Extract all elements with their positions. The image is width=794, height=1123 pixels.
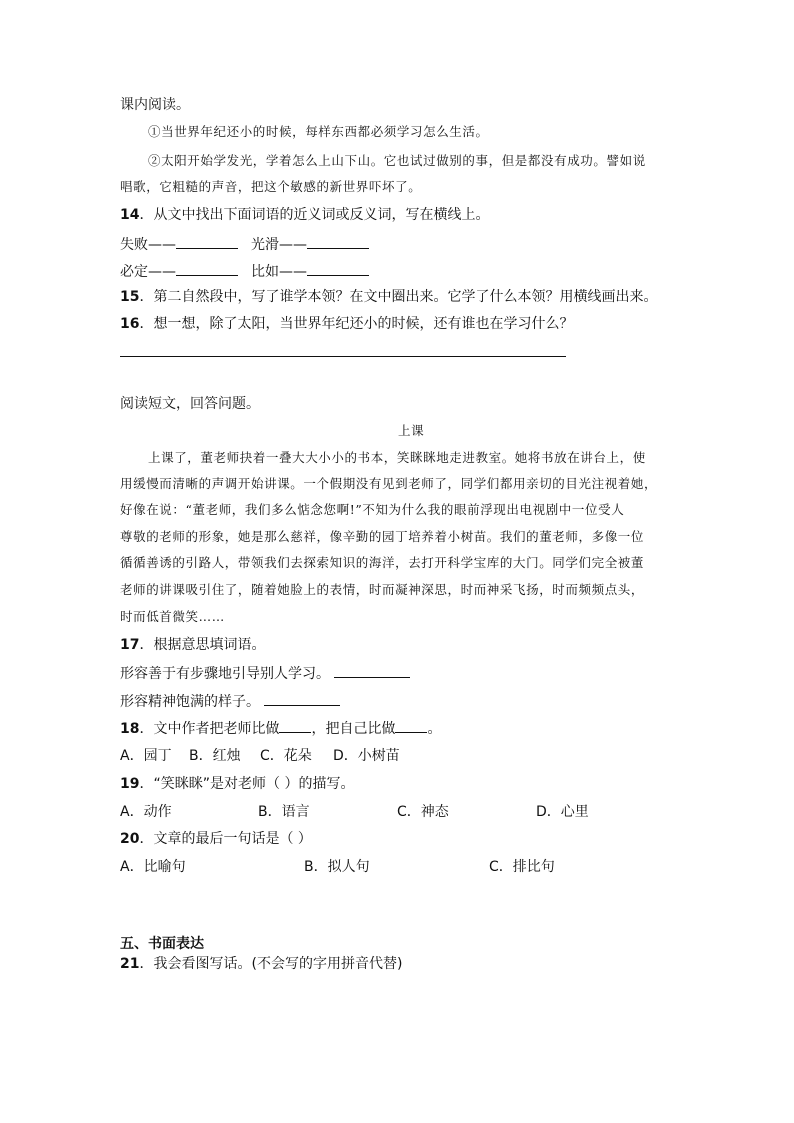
- answer-blank[interactable]: [176, 234, 238, 249]
- word-label: 失败——: [120, 237, 176, 253]
- passage-line: 好像在说：“董老师，我们多么惦念您啊!”不知为什么我的眼前浮现出电视剧中一位受人: [120, 502, 625, 517]
- question-text: ．文章的最后一句话是（ ）: [139, 831, 312, 847]
- question-15: [120, 287, 657, 307]
- word-label: 比如——: [251, 264, 307, 280]
- question-16: [120, 314, 573, 334]
- q14-word-1: [120, 234, 238, 255]
- q14-word-2: [251, 234, 369, 255]
- word-label: 光滑——: [251, 237, 307, 253]
- reading-intro-2: 阅读短文，回答问题。: [120, 396, 260, 412]
- question-number: 20: [120, 831, 140, 847]
- passage-paragraph-2-line-1: ②太阳开始学发光，学着怎么上山下山。它也试过做别的事，但是都没有成功。譬如说: [148, 153, 646, 168]
- option-b[interactable]: B．红烛: [189, 748, 241, 764]
- definition-text: 形容精神饱满的样子。: [120, 694, 260, 710]
- option-c[interactable]: C．神态: [397, 804, 449, 820]
- passage-line: 时而低首微笑……: [120, 609, 225, 624]
- question-text: 。: [427, 721, 442, 737]
- question-text: ．从文中找出下面词语的近义词或反义词，写在横线上。: [139, 207, 490, 223]
- q17-item-a: [120, 663, 410, 684]
- answer-line[interactable]: [120, 356, 566, 357]
- passage-paragraph-1: ①当世界年纪还小的时候，每样东西都必须学习怎么生活。: [148, 124, 489, 139]
- question-text: ．根据意思填词语。: [139, 637, 266, 653]
- question-number: 16: [120, 316, 140, 332]
- option-b[interactable]: B．拟人句: [304, 859, 370, 875]
- section-heading: 五、书面表达: [120, 936, 204, 952]
- passage-line: 上课了，董老师抉着一叠大大小小的书本，笑眯眯地走进教室。她将书放在讲台上，使: [148, 450, 646, 465]
- passage-line: 循循善诱的引路人，带领我们去探索知识的海洋，去打开科学宝库的大门。同学们完全被董: [120, 555, 645, 570]
- question-number: 15: [120, 289, 140, 305]
- q17-item-b: [120, 691, 340, 712]
- question-number: 19: [120, 776, 140, 792]
- passage-line: 用缓慢而清晰的声调开始讲课。一个假期没有见到老师了，同学们都用亲切的目光注视着她，: [120, 476, 658, 491]
- option-b[interactable]: B．语言: [258, 804, 310, 820]
- option-d[interactable]: D．小树苗: [333, 748, 400, 764]
- definition-text: 形容善于有步骤地引导别人学习。: [120, 666, 330, 682]
- question-text: ．我会看图写话。(不会写的字用拼音代替): [139, 956, 403, 972]
- answer-blank[interactable]: [307, 261, 369, 276]
- answer-blank[interactable]: [395, 718, 427, 733]
- question-14: [120, 205, 489, 225]
- option-a[interactable]: A．比喻句: [120, 859, 186, 875]
- q14-word-3: [120, 261, 238, 282]
- question-17: [120, 635, 265, 655]
- option-c[interactable]: C．花朵: [260, 748, 312, 764]
- option-c[interactable]: C．排比句: [489, 859, 555, 875]
- passage-title: 上课: [398, 423, 425, 438]
- question-text: ，把自己比做: [311, 721, 396, 737]
- answer-blank[interactable]: [307, 234, 369, 249]
- question-text: ．“笑眯眯”是对老师（ ）的描写。: [139, 776, 355, 792]
- question-text: ．文中作者把老师比做: [139, 721, 280, 737]
- answer-blank[interactable]: [176, 261, 238, 276]
- answer-blank[interactable]: [264, 691, 340, 706]
- question-18: [120, 718, 441, 739]
- question-number: 21: [120, 956, 140, 972]
- option-a[interactable]: A．动作: [120, 804, 172, 820]
- option-d[interactable]: D．心里: [536, 804, 589, 820]
- passage-line: 老师的讲课吸引住了，随着她脸上的表情，时而凝神深思，时而神采飞扬，时而频频点头，: [120, 582, 645, 597]
- question-19: [120, 774, 354, 794]
- reading-intro: 课内阅读。: [120, 97, 190, 113]
- question-number: 17: [120, 637, 140, 653]
- option-a[interactable]: A．园丁: [120, 748, 172, 764]
- question-text: ．想一想，除了太阳，当世界年纪还小的时候，还有谁也在学习什么？: [139, 316, 574, 332]
- question-text: ．第二自然段中，写了谁学本领？在文中圈出来。它学了什么本领？用横线画出来。: [139, 289, 658, 305]
- passage-line: 尊敬的老师的形象，她是那么慈祥，像辛勤的园丁培养着小树苗。我们的董老师，多像一位: [120, 529, 645, 544]
- word-label: 必定——: [120, 264, 176, 280]
- answer-blank[interactable]: [279, 718, 311, 733]
- q14-word-4: [251, 261, 369, 282]
- question-number: 14: [120, 207, 140, 223]
- question-20: [120, 829, 312, 849]
- passage-paragraph-2-line-2: 唱歌，它粗糙的声音，把这个敏感的新世界吓坏了。: [120, 179, 422, 194]
- question-number: 18: [120, 721, 140, 737]
- answer-blank[interactable]: [334, 663, 410, 678]
- question-21: [120, 954, 402, 974]
